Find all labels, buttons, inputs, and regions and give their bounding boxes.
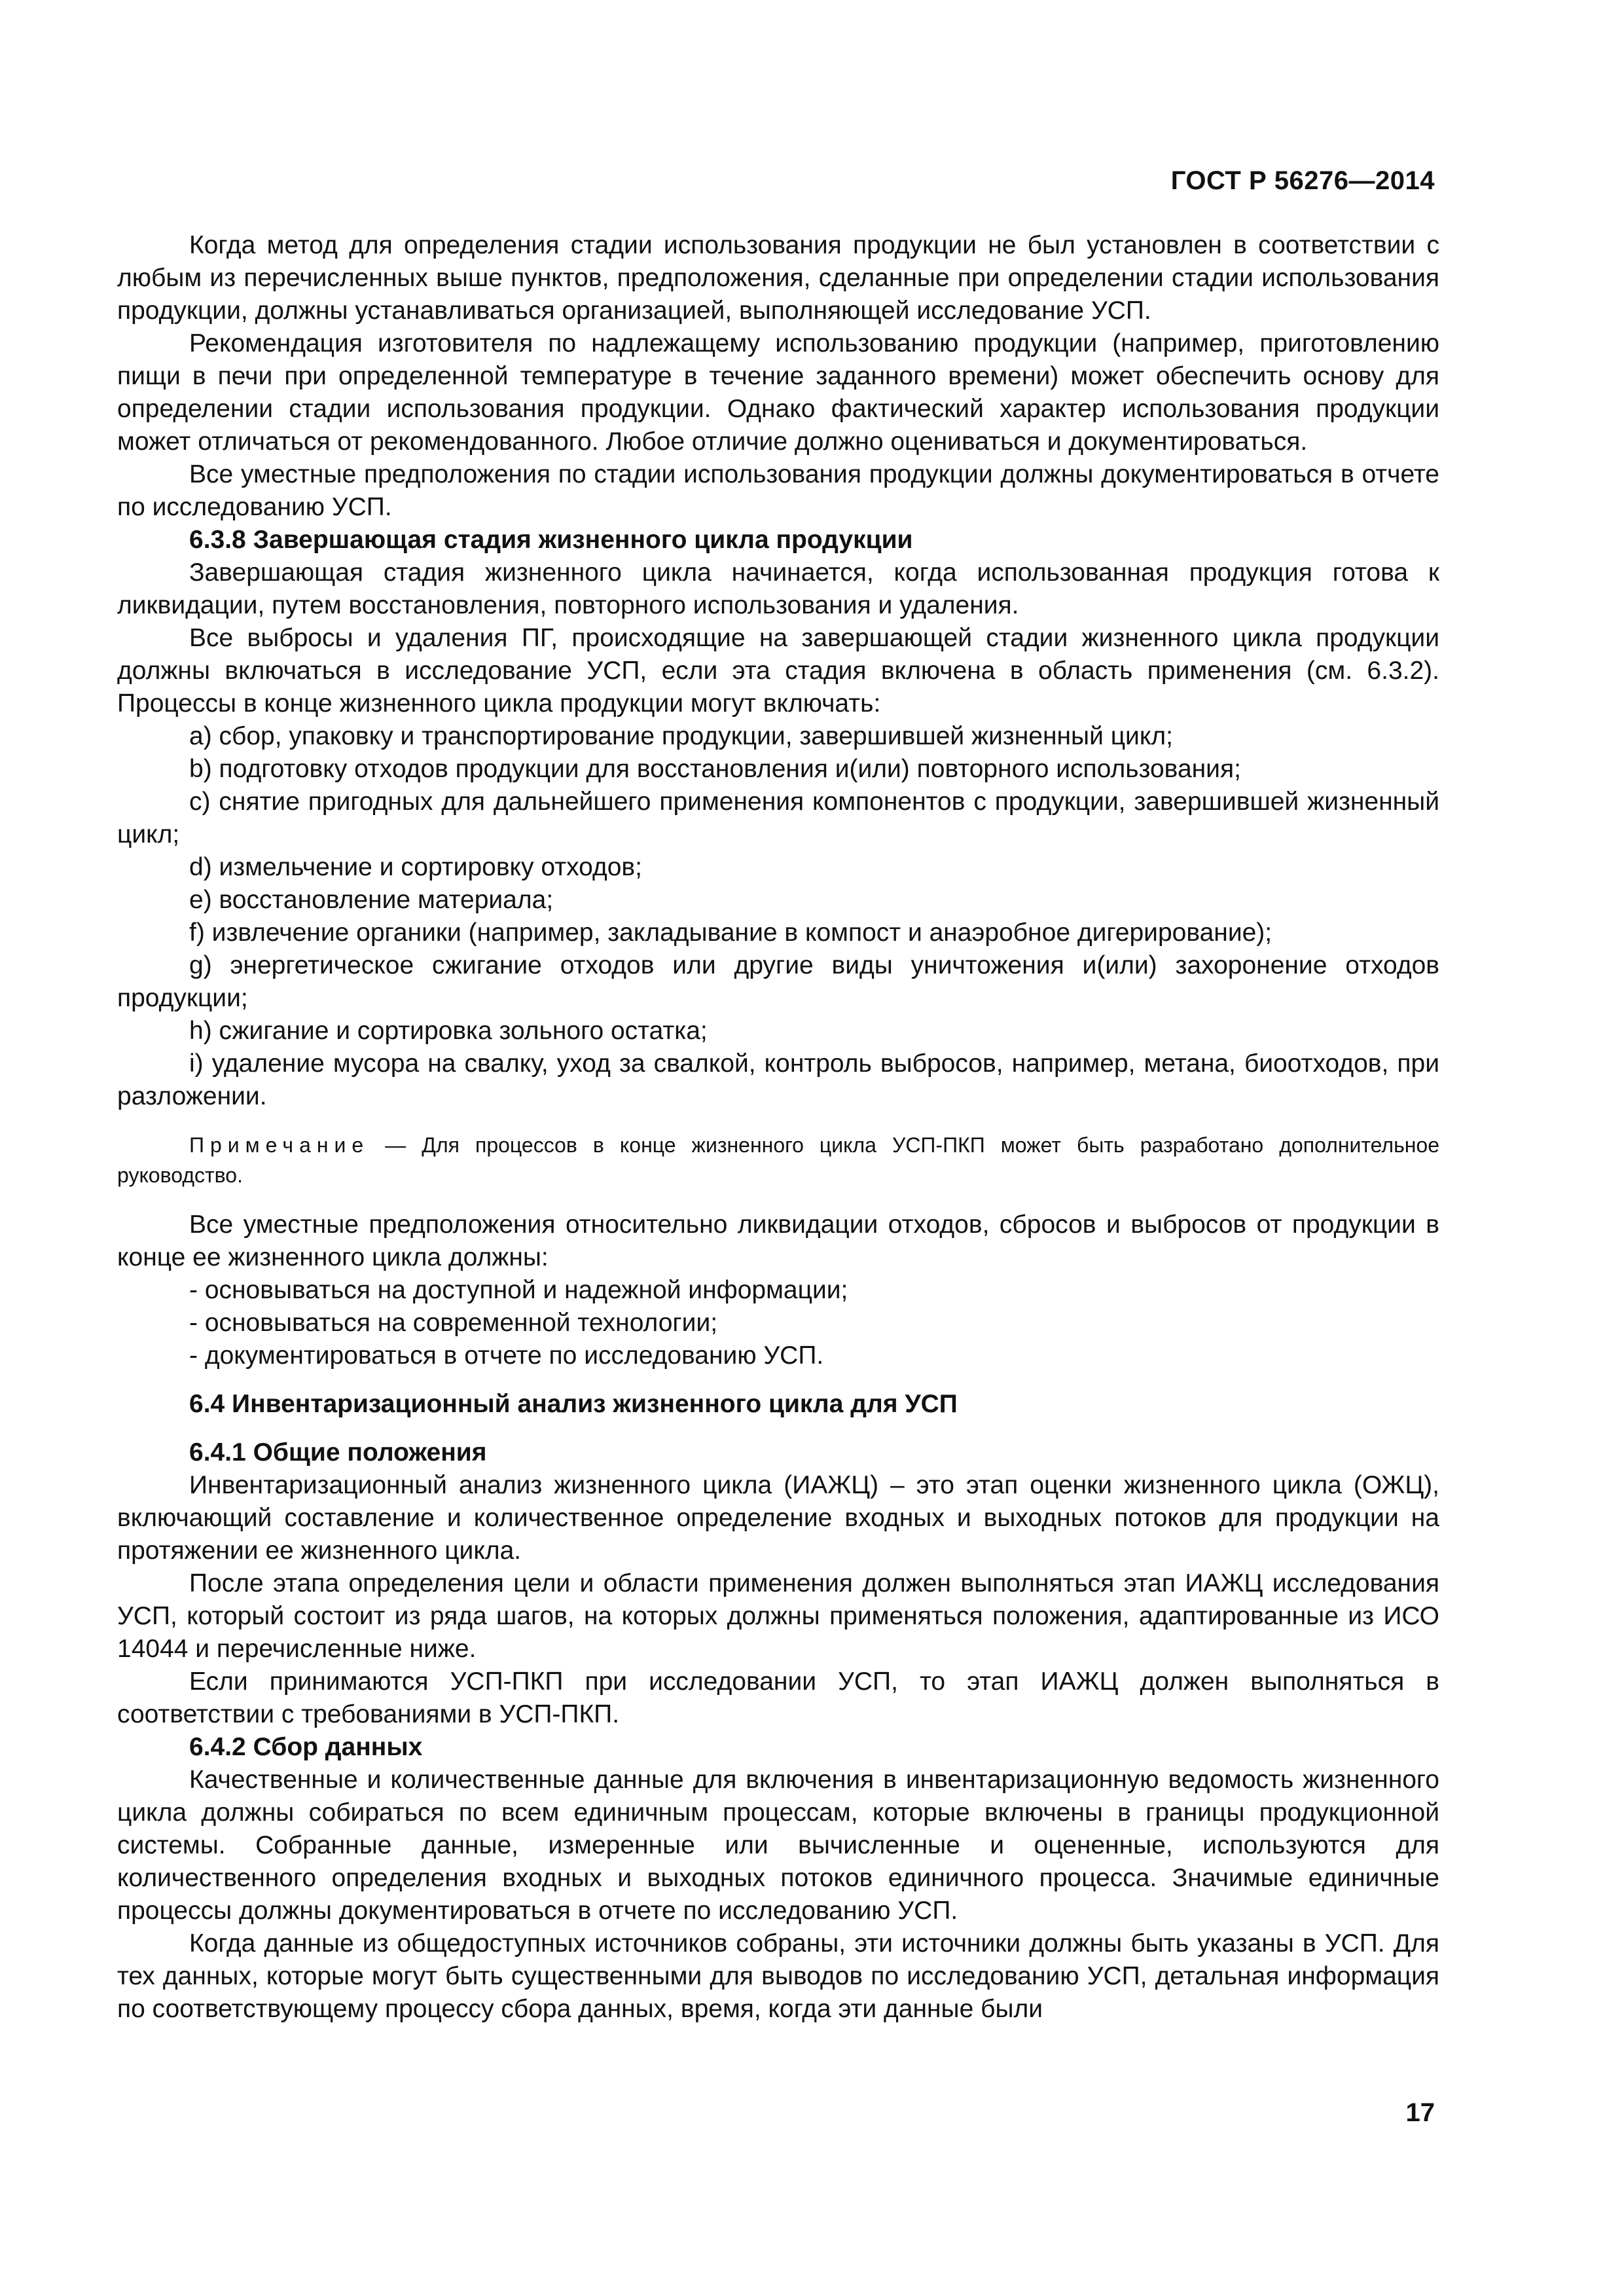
note-text: — Для процессов в конце жизненного цикла УСП-ПКП может быть разработано дополнительное руководство. <box>117 1133 1439 1187</box>
list-item: c) снятие пригодных для дальнейшего применения компонентов с продукции, завершившей жизненный цикл; <box>117 788 1439 848</box>
list-item: a) сбор, упаковку и транспортирование продукции, завершившей жизненный цикл; <box>189 722 1173 750</box>
list-item: g) энергетическое сжигание отходов или другие виды уничтожения и(или) захоронение отходов продукции; <box>117 951 1439 1012</box>
document-body <box>117 229 1439 2026</box>
list-item: b) подготовку отходов продукции для восстановления и(или) повторного использования; <box>189 755 1241 783</box>
paragraph: Все уместные предположения относительно ликвидации отходов, сбросов и выбросов от продукции в конце ее жизненного цикла должны: <box>117 1211 1439 1271</box>
paragraph: Когда метод для определения стадии использования продукции не был установлен в соответствии с любым из перечисленных выше пунктов, предположения, сделанные при определении стадии использования продукции, должны устанавливаться организацией, выполняющей исследование УСП. <box>117 231 1439 325</box>
list-item: h) сжигание и сортировка зольного остатка; <box>189 1017 708 1045</box>
dash-list-item: - документироваться в отчете по исследованию УСП. <box>189 1341 824 1370</box>
list-item: e) восстановление материала; <box>189 886 554 914</box>
paragraph: После этапа определения цели и области применения должен выполняться этап ИАЖЦ исследования УСП, который состоит из ряда шагов, на которых должны применяться положения, адаптированные из ИСО 14044 и перечисленные ниже. <box>117 1569 1439 1663</box>
paragraph: Качественные и количественные данные для включения в инвентаризационную ведомость жизненного цикла должны собираться по всем единичным процессам, которые включены в границы продукционной системы. Собранные данные, измеренные или вычисленные и оцененные, используются для количественного определения входных и выходных потоков единичного процесса. Значимые единичные процессы должны документироваться в отчете по исследованию УСП. <box>117 1766 1439 1925</box>
section-heading-6-3-8: 6.3.8 Завершающая стадия жизненного цикла продукции <box>189 526 913 554</box>
section-heading-6-4: 6.4 Инвентаризационный анализ жизненного цикла для УСП <box>189 1390 958 1418</box>
note <box>117 1130 1439 1190</box>
paragraph: Все уместные предположения по стадии использования продукции должны документироваться в отчете по исследованию УСП. <box>117 460 1439 521</box>
paragraph: Все выбросы и удаления ПГ, происходящие на завершающей стадии жизненного цикла продукции должны включаться в исследование УСП, если эта стадия включена в область применения (см. 6.3.2). Процессы в конце жизненного цикла продукции могут включать: <box>117 624 1439 718</box>
paragraph: Инвентаризационный анализ жизненного цикла (ИАЖЦ) – это этап оценки жизненного цикла (ОЖЦ), включающий составление и количественное определение входных и выходных потоков для продукции на протяжении ее жизненного цикла. <box>117 1471 1439 1565</box>
paragraph: Когда данные из общедоступных источников собраны, эти источники должны быть указаны в УСП. Для тех данных, которые могут быть существенными для выводов по исследованию УСП, детальная информация по соответствующему процессу сбора данных, время, когда эти данные были <box>117 1929 1439 2023</box>
list-item: i) удаление мусора на свалку, уход за свалкой, контроль выбросов, например, метана, биоотходов, при разложении. <box>117 1049 1439 1110</box>
paragraph: Завершающая стадия жизненного цикла начинается, когда использованная продукция готова к ликвидации, путем восстановления, повторного использования и удаления. <box>117 558 1439 619</box>
list-item: f) извлечение органики (например, закладывание в компост и анаэробное дигерирование); <box>189 919 1272 947</box>
paragraph: Если принимаются УСП-ПКП при исследовании УСП, то этап ИАЖЦ должен выполняться в соответствии с требованиями в УСП-ПКП. <box>117 1667 1439 1728</box>
list-item: d) измельчение и сортировку отходов; <box>189 853 642 881</box>
section-heading-6-4-2: 6.4.2 Сбор данных <box>189 1733 423 1761</box>
dash-list-item: - основываться на современной технологии; <box>189 1309 718 1337</box>
section-heading-6-4-1: 6.4.1 Общие положения <box>189 1438 487 1467</box>
dash-list-item: - основываться на доступной и надежной информации; <box>189 1276 848 1304</box>
note-label: Примечание <box>189 1133 370 1157</box>
page-number: 17 <box>1405 2098 1435 2127</box>
document-header: ГОСТ Р 56276—2014 <box>1170 166 1435 195</box>
paragraph: Рекомендация изготовителя по надлежащему использованию продукции (например, приготовлению пищи в печи при определенной температуре в течение заданного времени) может обеспечить основу для определении стадии использования продукции. Однако фактический характер использования продукции может отличаться от рекомендованного. Любое отличие должно оцениваться и документироваться. <box>117 329 1439 456</box>
